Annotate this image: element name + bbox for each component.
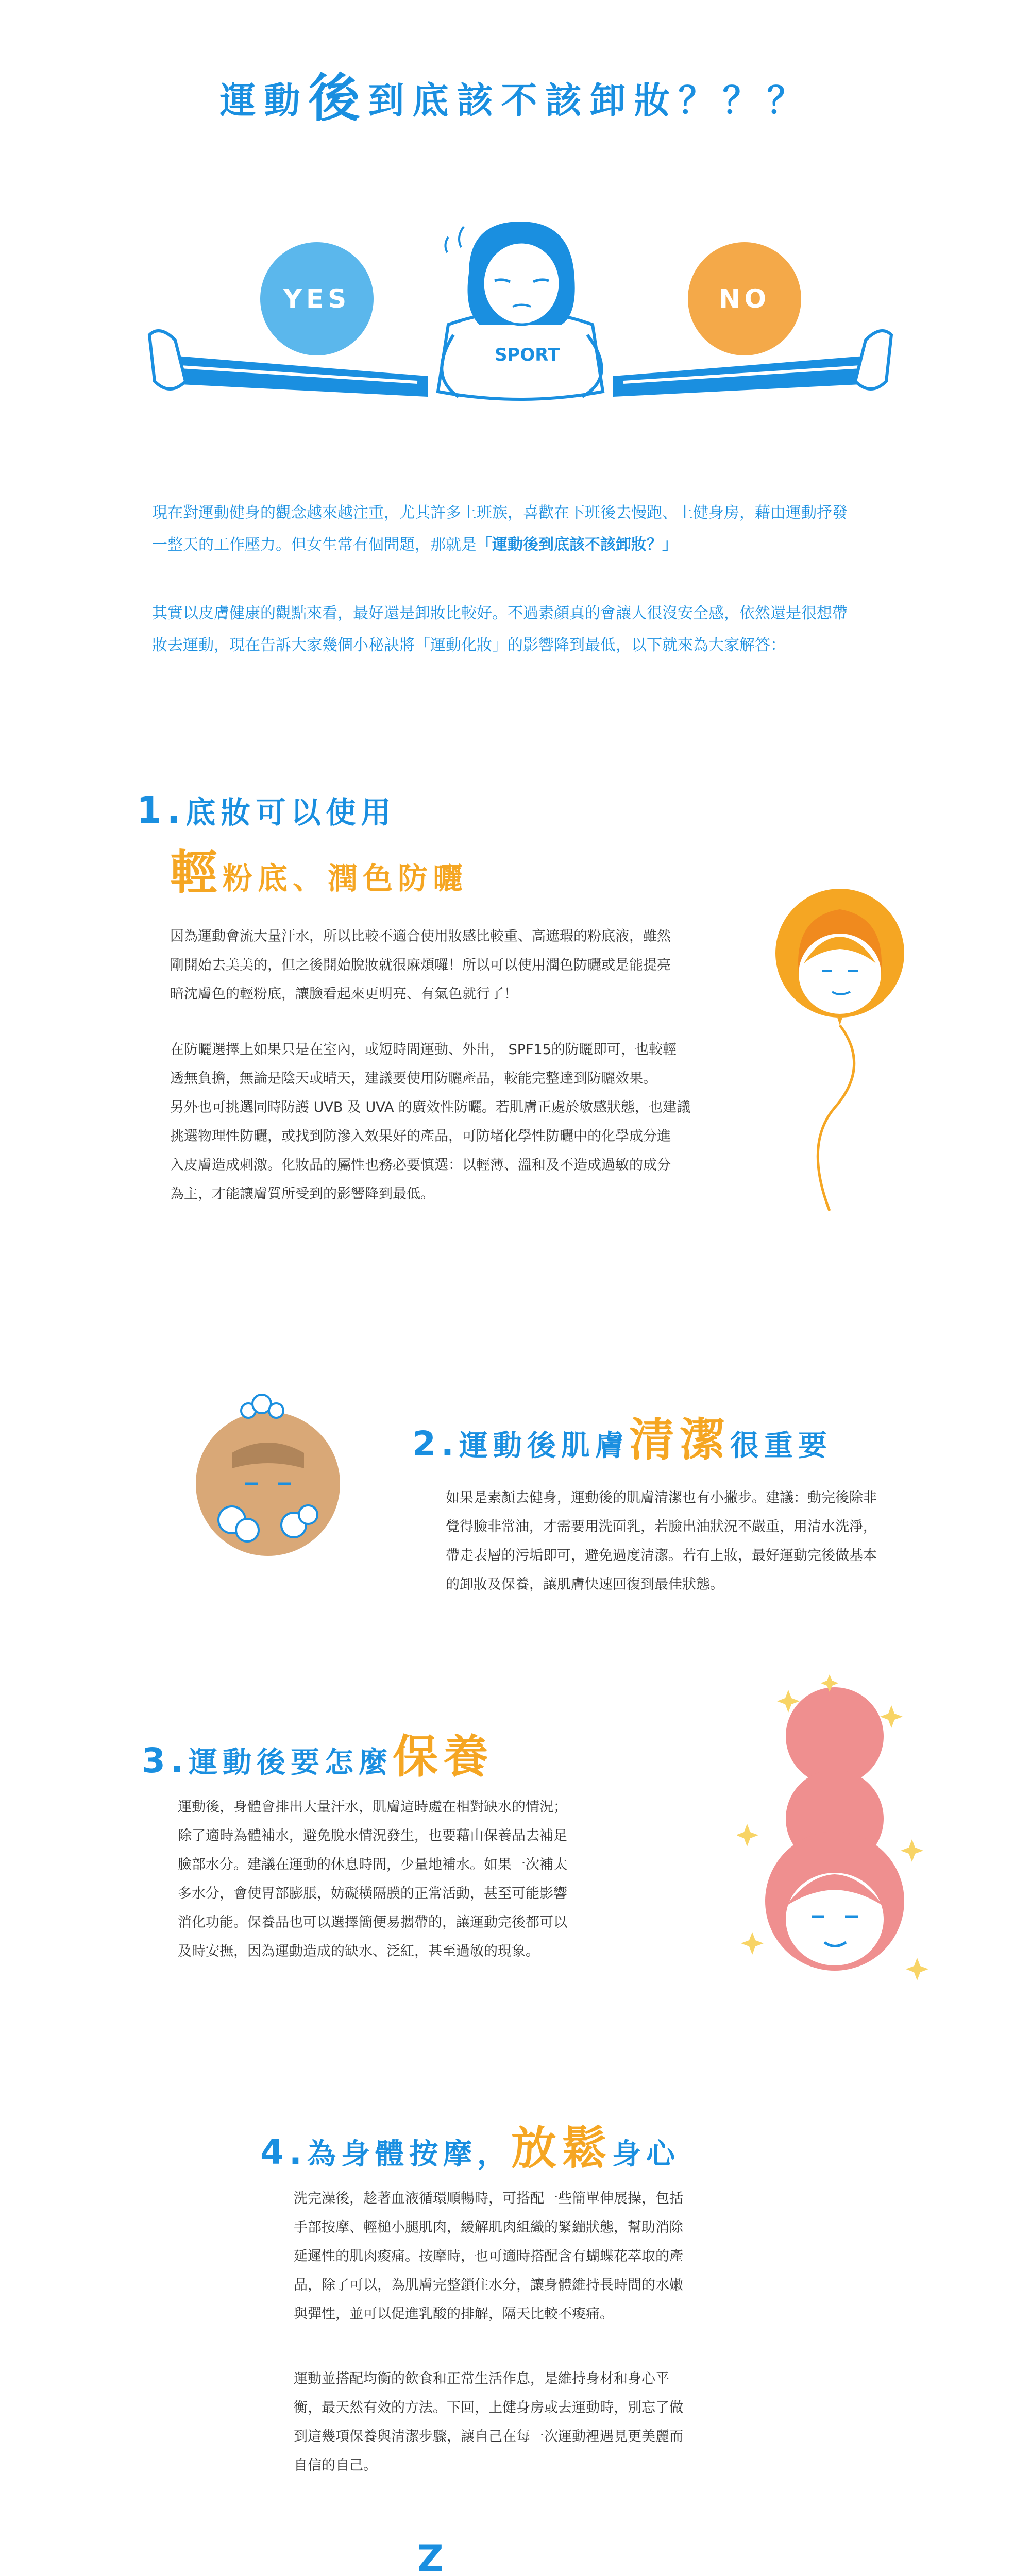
intro-line: 妝去運動，現在告訴大家幾個小秘訣將「運動化妝」的影響降到最低，以下就來為大家解答： — [152, 636, 786, 654]
section4-title-emphasis: 放鬆 — [511, 2122, 613, 2175]
tan-circle — [196, 1412, 340, 1556]
section2-title-part1: 運動後肌膚 — [459, 1429, 629, 1463]
section2-title-part2: 很重要 — [730, 1429, 833, 1463]
section4-title — [260, 2112, 680, 2177]
girl-face — [483, 242, 560, 325]
section3-title-part1: 運動後要怎麼 — [189, 1746, 393, 1780]
section2-title-emphasis: 清潔 — [629, 1413, 731, 1466]
page-title — [0, 57, 1031, 131]
intro-line: 其實以皮膚健康的觀點來看，最好還是卸妝比較好。不過素顏真的會讓人很沒安全感，依然還是很想帶 — [152, 604, 848, 622]
section3-number: 3. — [142, 1741, 189, 1781]
right-sneaker — [855, 331, 891, 389]
section4-title-part2: 身心 — [612, 2138, 681, 2171]
sleep-z-big: Z — [417, 2540, 444, 2576]
sparkle-pink-girl-illustration — [737, 1669, 933, 1989]
section3-title-emphasis: 保養 — [393, 1730, 494, 1783]
title-part1: 運動 — [219, 79, 309, 122]
section1-title-line2: 粉底、潤色防曬 — [223, 861, 468, 896]
section1-title-emphasis: 輕 — [170, 845, 223, 900]
title-emphasis: 後 — [308, 68, 368, 128]
section4-title-part1: 為身體按摩， — [307, 2138, 511, 2171]
sparkle-icon — [901, 1839, 923, 1862]
section1-title-line1: 底妝可以使用 — [185, 795, 396, 830]
section4-paragraph-1: 洗完澡後，趁著血液循環順暢時，可搭配一些簡單伸展操，包括 手部按摩、輕槌小腿肌肉，緩解肌肉組織的緊繃狀態，幫助消除 延遲性的肌肉痠痛。按摩時，也可適時搭配含有蝴蝶花萃取的產 品，除了可以，為肌膚完整鎖住水分，讓身體維持長時間的水嫩 與彈性，並可以促進乳酸的排解，隔天比較不痠痛。 — [294, 2191, 683, 2322]
sleeping-faces-balance-illustration — [247, 2540, 783, 2576]
sparkle-icon — [737, 1824, 758, 1846]
yes-label: YES — [283, 284, 351, 314]
section1-subtitle — [170, 835, 468, 903]
balloon-girl-illustration — [773, 886, 907, 1216]
no-label: NO — [718, 284, 771, 314]
section2-paragraph: 如果是素顏去健身，運動後的肌膚清潔也有小撇步。建議：動完後除非 覺得臉非常油，才需要用洗面乳，若臉出油狀況不嚴重，用清水洗淨， 帶走表層的污垢即可，避免過度清潔。若有上妝，最好運動完後做基本 的卸妝及保養，讓肌膚快速回復到最佳狀態。 — [446, 1490, 877, 1592]
section4-paragraph-2: 運動並搭配均衡的飲食和正常生活作息，是維持身材和身心平 衡，最天然有效的方法。下回，上健身房或去運動時，別忘了做 到這幾項保養與清潔步驟，讓自己在每一次運動裡遇見更美麗而 自信的自己。 — [294, 2371, 683, 2473]
intro-line: 一整天的工作壓力。但女生常有個問題，那就是「運動後到底該不該卸妝？」 — [152, 536, 678, 554]
section2-title — [412, 1404, 832, 1469]
section3-paragraph: 運動後，身體會排出大量汗水，肌膚這時處在相對缺水的情況； 除了適時為體補水，避免脫水情況發生，也要藉由保養品去補足 臉部水分。建議在運動的休息時間，少量地補水。如果一次補太 多水分，會使胃部膨脹，妨礙橫隔膜的正常活動，甚至可能影響 消化功能。保養品也可以選擇簡便易攜帶的，讓運動完後都可以 及時安撫，因為運動造成的缺水、泛紅，甚至過敏的現象。 — [178, 1799, 567, 1959]
shirt-text: SPORT — [495, 345, 560, 365]
balloon-string — [818, 1025, 854, 1211]
intro-line: 現在對運動健身的觀念越來越注重，尤其許多上班族，喜歡在下班後去慢跑、上健身房，藉由運動抒發 — [152, 504, 848, 522]
left-sneaker — [149, 331, 185, 389]
intro-paragraph-2 — [152, 598, 894, 662]
section4-number: 4. — [260, 2132, 307, 2172]
sparkle-icon — [741, 1932, 764, 1955]
intro-highlight: 「運動後到底該不該卸妝？」 — [477, 536, 678, 554]
section1-number: 1. — [137, 789, 186, 832]
section2-number: 2. — [412, 1424, 459, 1464]
intro-paragraph-1 — [152, 497, 894, 561]
section3-title — [142, 1721, 494, 1786]
section1-title — [137, 788, 396, 832]
title-part2: 到底該不該卸妝？？？ — [368, 79, 812, 122]
washing-face-illustration — [191, 1391, 345, 1561]
section1-paragraph-1: 因為運動會流大量汗水，所以比較不適合使用妝感比較重、高遮瑕的粉底液，雖然 剛開始去美美的，但之後開始脫妝就很麻煩囉！所以可以使用潤色防曬或是能提亮 暗沈膚色的輕粉底，讓臉看起來更明亮、有氣色就行了！ — [170, 928, 671, 1002]
section1-paragraph-2: 在防曬選擇上如果只是在室內，或短時間運動、外出， SPF15的防曬即可，也較輕 透無負擔，無論是陰天或晴天，建議要使用防曬產品，較能完整達到防曬效果。 另外也可挑選同時防護 UVB 及 UVA 的廣效性防曬。若肌膚正處於敏感狀態，也建議 挑選物理性防曬，或找到防滲入效果好的產品，可防堵化學性防曬中的化學成分進 入皮膚造成刺激。化妝品的屬性也務必要慎選：以輕薄、溫和及不造成過敏的成分 為主，才能讓膚質所受到的影響降到最低。 — [170, 1042, 691, 1202]
hero-girl-splits-illustration — [139, 206, 902, 453]
sparkle-icon — [880, 1705, 903, 1728]
sparkle-icon — [906, 1958, 928, 1980]
